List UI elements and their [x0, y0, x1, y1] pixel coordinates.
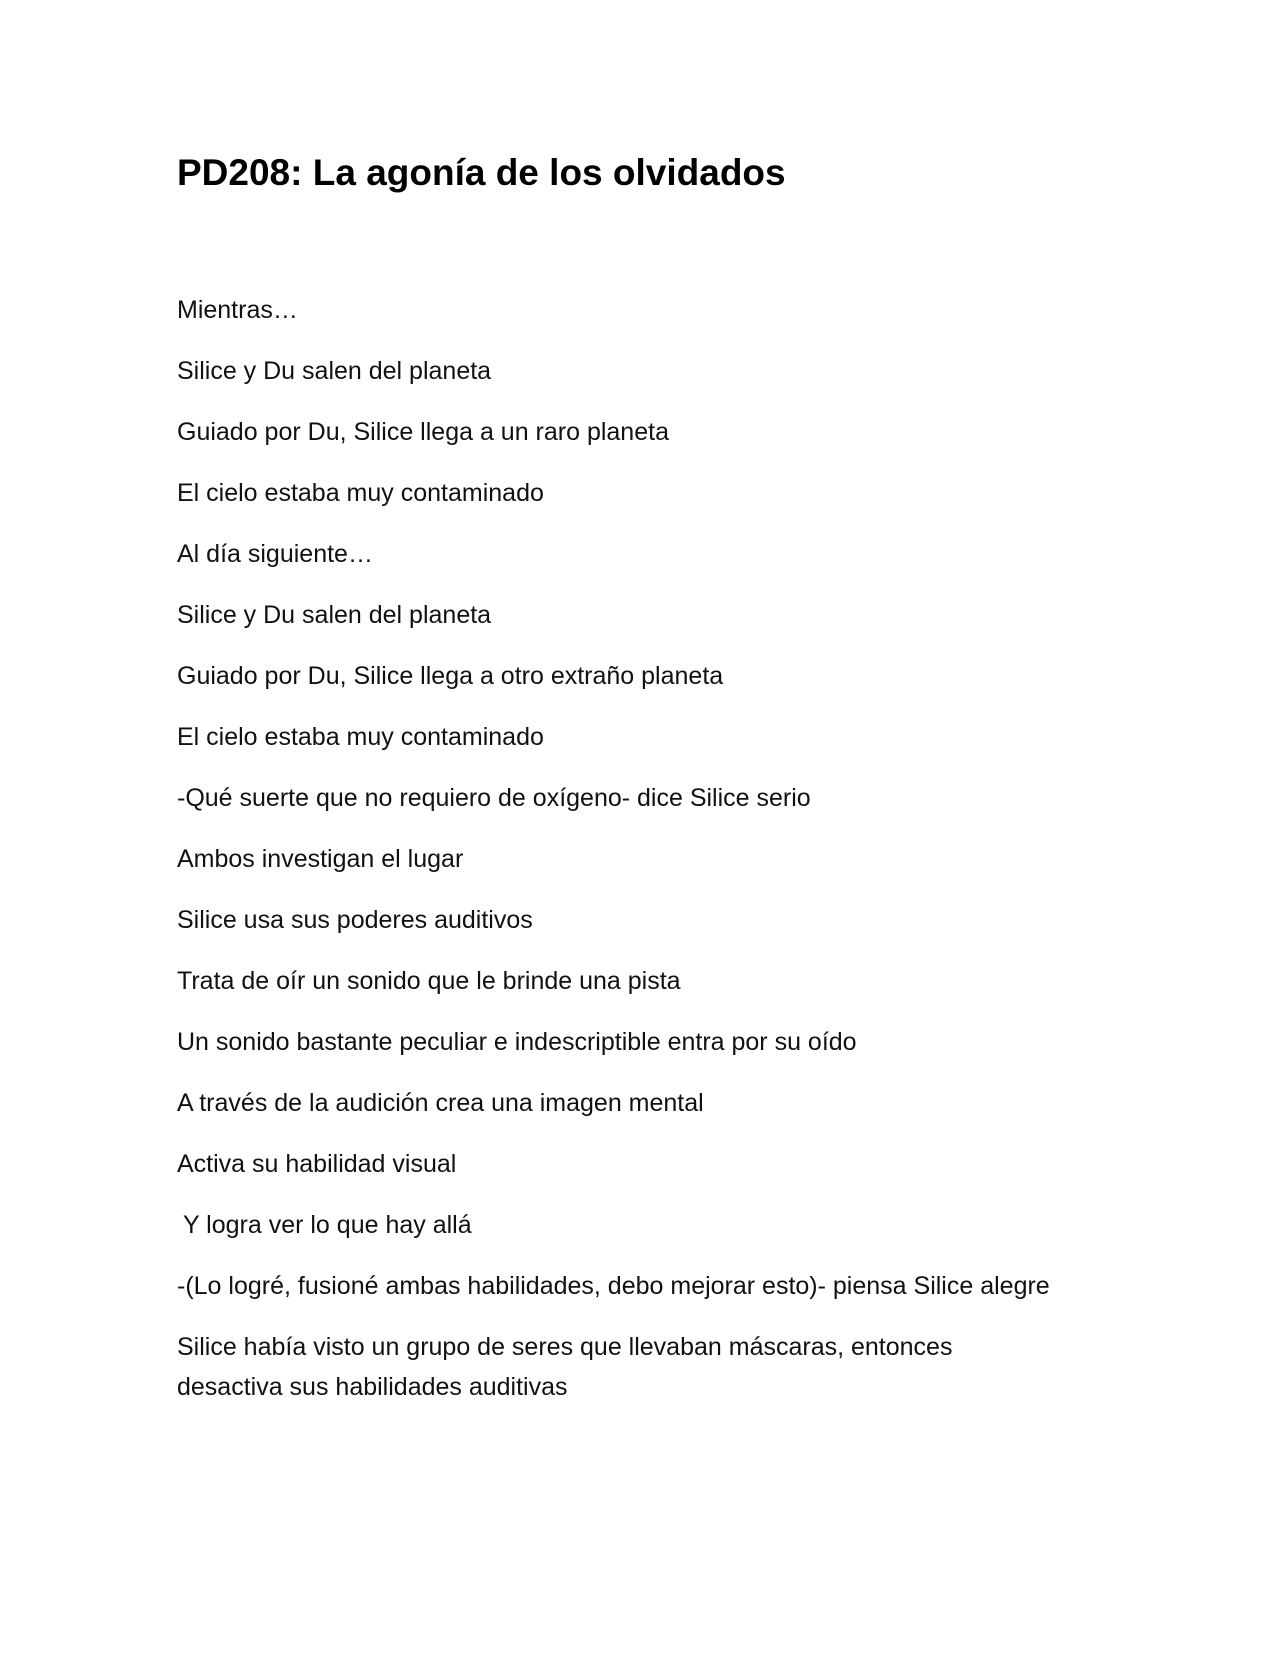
document-body — [177, 290, 1057, 1428]
paragraph-9: -Qué suerte que no requiero de oxígeno- dice Silice serio — [177, 784, 811, 812]
paragraph-6: Silice y Du salen del planeta — [177, 601, 492, 629]
paragraph-15: Activa su habilidad visual — [177, 1150, 457, 1178]
paragraph-5: Al día siguiente… — [177, 540, 373, 568]
paragraph-13: Un sonido bastante peculiar e indescriptible entra por su oído — [177, 1028, 857, 1056]
paragraph-8: El cielo estaba muy contaminado — [177, 723, 544, 751]
paragraph-1: Mientras… — [177, 296, 298, 324]
paragraph-12: Trata de oír un sonido que le brinde una pista — [177, 967, 681, 995]
document-title: PD208: La agonía de los olvidados — [177, 152, 786, 193]
paragraph-4: El cielo estaba muy contaminado — [177, 479, 544, 507]
paragraph-2: Silice y Du salen del planeta — [177, 357, 492, 385]
paragraph-10: Ambos investigan el lugar — [177, 845, 464, 873]
paragraph-11: Silice usa sus poderes auditivos — [177, 906, 533, 934]
paragraph-7: Guiado por Du, Silice llega a otro extraño planeta — [177, 662, 724, 690]
paragraph-18: Silice había visto un grupo de seres que llevaban máscaras, entonces desactiva sus habilidades auditivas — [177, 1333, 953, 1401]
paragraph-16: Y logra ver lo que hay allá — [183, 1211, 472, 1239]
paragraph-3: Guiado por Du, Silice llega a un raro planeta — [177, 418, 669, 446]
paragraph-14: A través de la audición crea una imagen mental — [177, 1089, 704, 1117]
paragraph-17: -(Lo logré, fusioné ambas habilidades, debo mejorar esto)- piensa Silice alegre — [177, 1272, 1050, 1300]
